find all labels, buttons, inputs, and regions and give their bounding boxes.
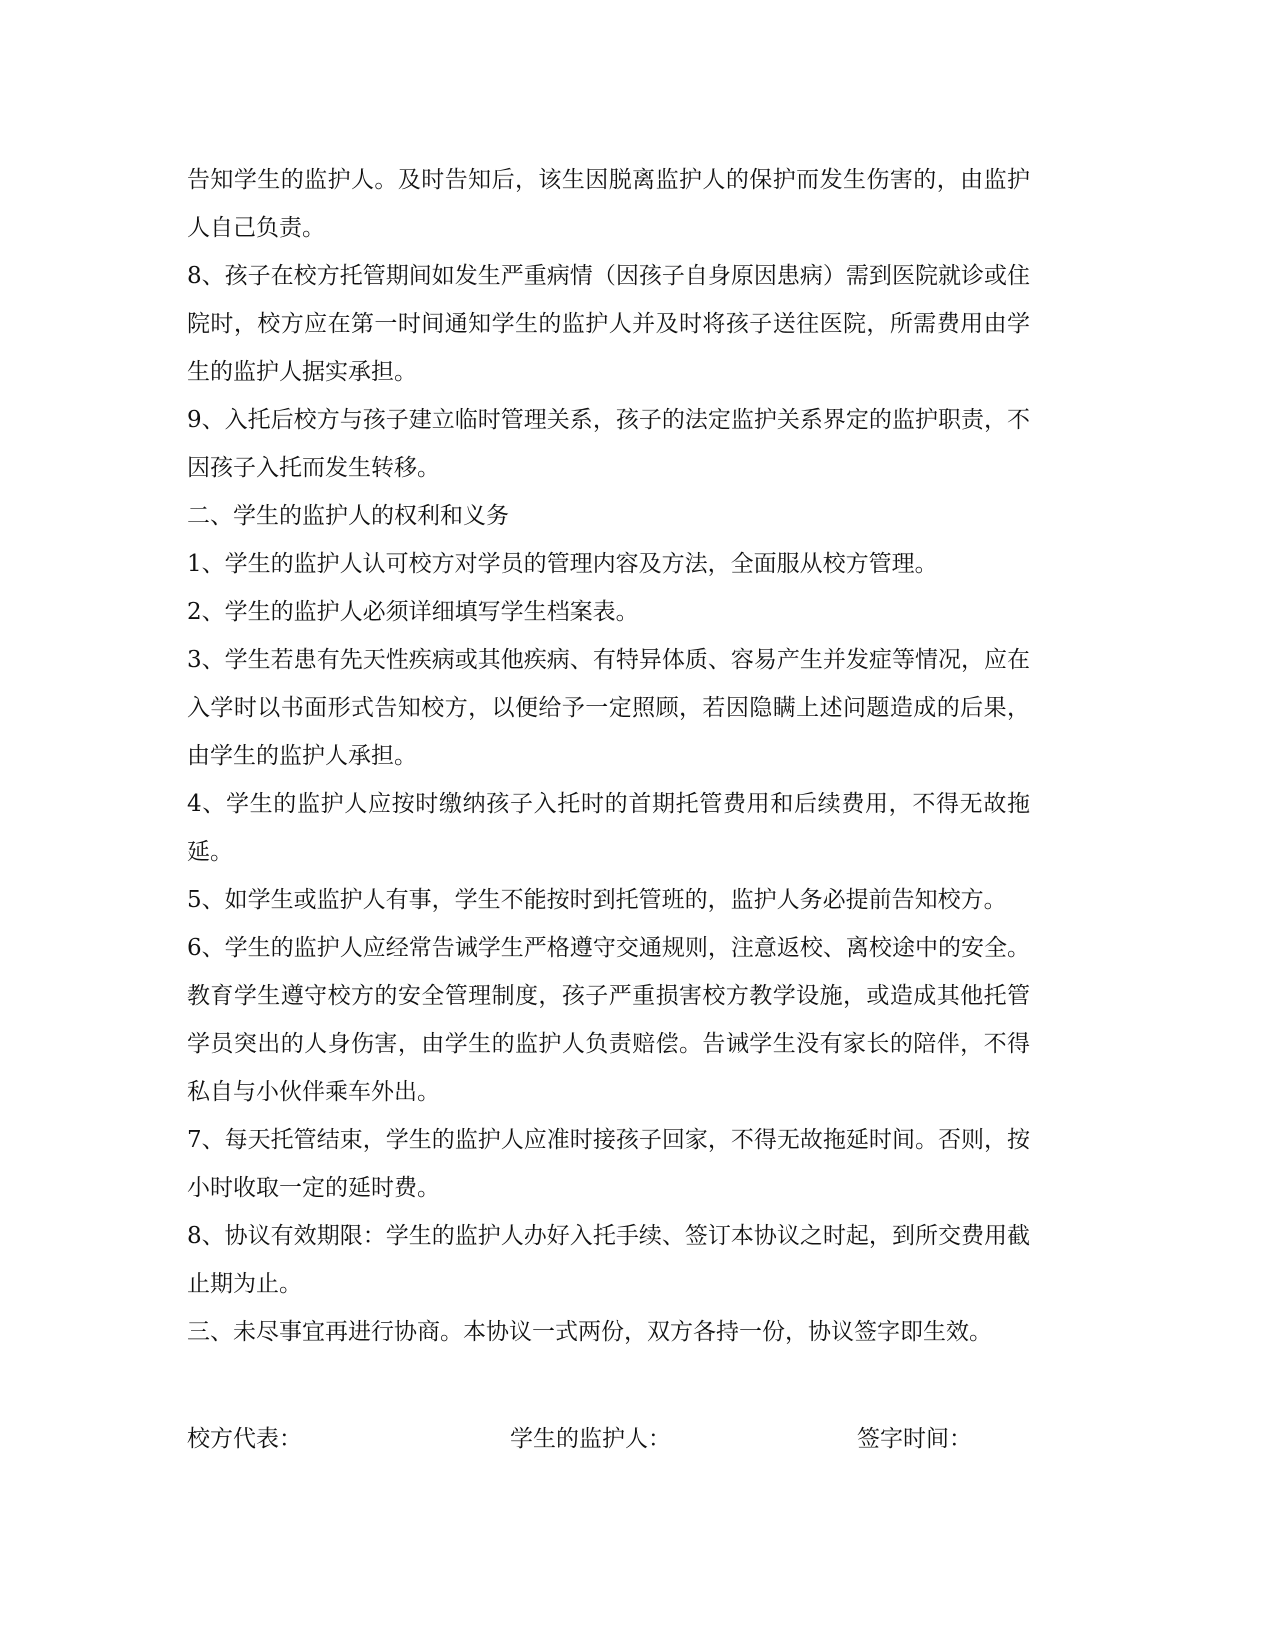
section-heading-guardian-rights: 二、学生的监护人的权利和义务: [187, 503, 509, 529]
paragraph-validity: 8、协议有效期限：学生的监护人办好入托手续、签订本协议之时起，到所交费用截止期为止。: [187, 1223, 1030, 1297]
paragraph-health-disclosure: 3、学生若患有先天性疾病或其他疾病、有特异体质、容易产生并发症等情况，应在入学时以书面形式告知校方，以便给予一定照顾，若因隐瞒上述问题造成的后果，由学生的监护人承担。: [187, 647, 1030, 769]
guardian-label: 学生的监护人：: [510, 1426, 671, 1452]
paragraph-fees: 4、学生的监护人应按时缴纳孩子入托时的首期托管费用和后续费用，不得无故拖延。: [187, 791, 1030, 865]
paragraph-accept-management: 1、学生的监护人认可校方对学员的管理内容及方法，全面服从校方管理。: [187, 551, 938, 577]
paragraph-illness: 8、孩子在校方托管期间如发生严重病情（因孩子自身原因患病）需到医院就诊或住院时，校方应在第一时间通知学生的监护人并及时将孩子送往医院，所需费用由学生的监护人据实承担。: [187, 263, 1030, 385]
paragraph-pickup: 7、每天托管结束，学生的监护人应准时接孩子回家，不得无故拖延时间。否则，按小时收取一定的延时费。: [187, 1127, 1030, 1201]
school-rep-label: 校方代表：: [187, 1426, 302, 1452]
paragraph-safety: 6、学生的监护人应经常告诫学生严格遵守交通规则，注意返校、离校途中的安全。教育学生遵守校方的安全管理制度，孩子严重损害校方教学设施，或造成其他托管学员突出的人身伤害，由学生的监护人负责赔偿。告诫学生没有家长的陪伴，不得私自与小伙伴乘车外出。: [187, 935, 1030, 1105]
paragraph-guardian-notice: 告知学生的监护人。及时告知后，该生因脱离监护人的保护而发生伤害的，由监护人自己负责。: [187, 167, 1030, 241]
section-heading-misc: 三、未尽事宜再进行协商。本协议一式两份，双方各持一份，协议签字即生效。: [187, 1319, 992, 1345]
agreement-body: [187, 156, 1030, 1356]
paragraph-student-file: 2、学生的监护人必须详细填写学生档案表。: [187, 599, 639, 625]
signature-row: [187, 1415, 1030, 1463]
paragraph-temporary-management: 9、入托后校方与孩子建立临时管理关系，孩子的法定监护关系界定的监护职责，不因孩子入托而发生转移。: [187, 407, 1030, 481]
sign-time-label: 签字时间：: [857, 1426, 972, 1452]
paragraph-absence-notice: 5、如学生或监护人有事，学生不能按时到托管班的，监护人务必提前告知校方。: [187, 887, 1007, 913]
